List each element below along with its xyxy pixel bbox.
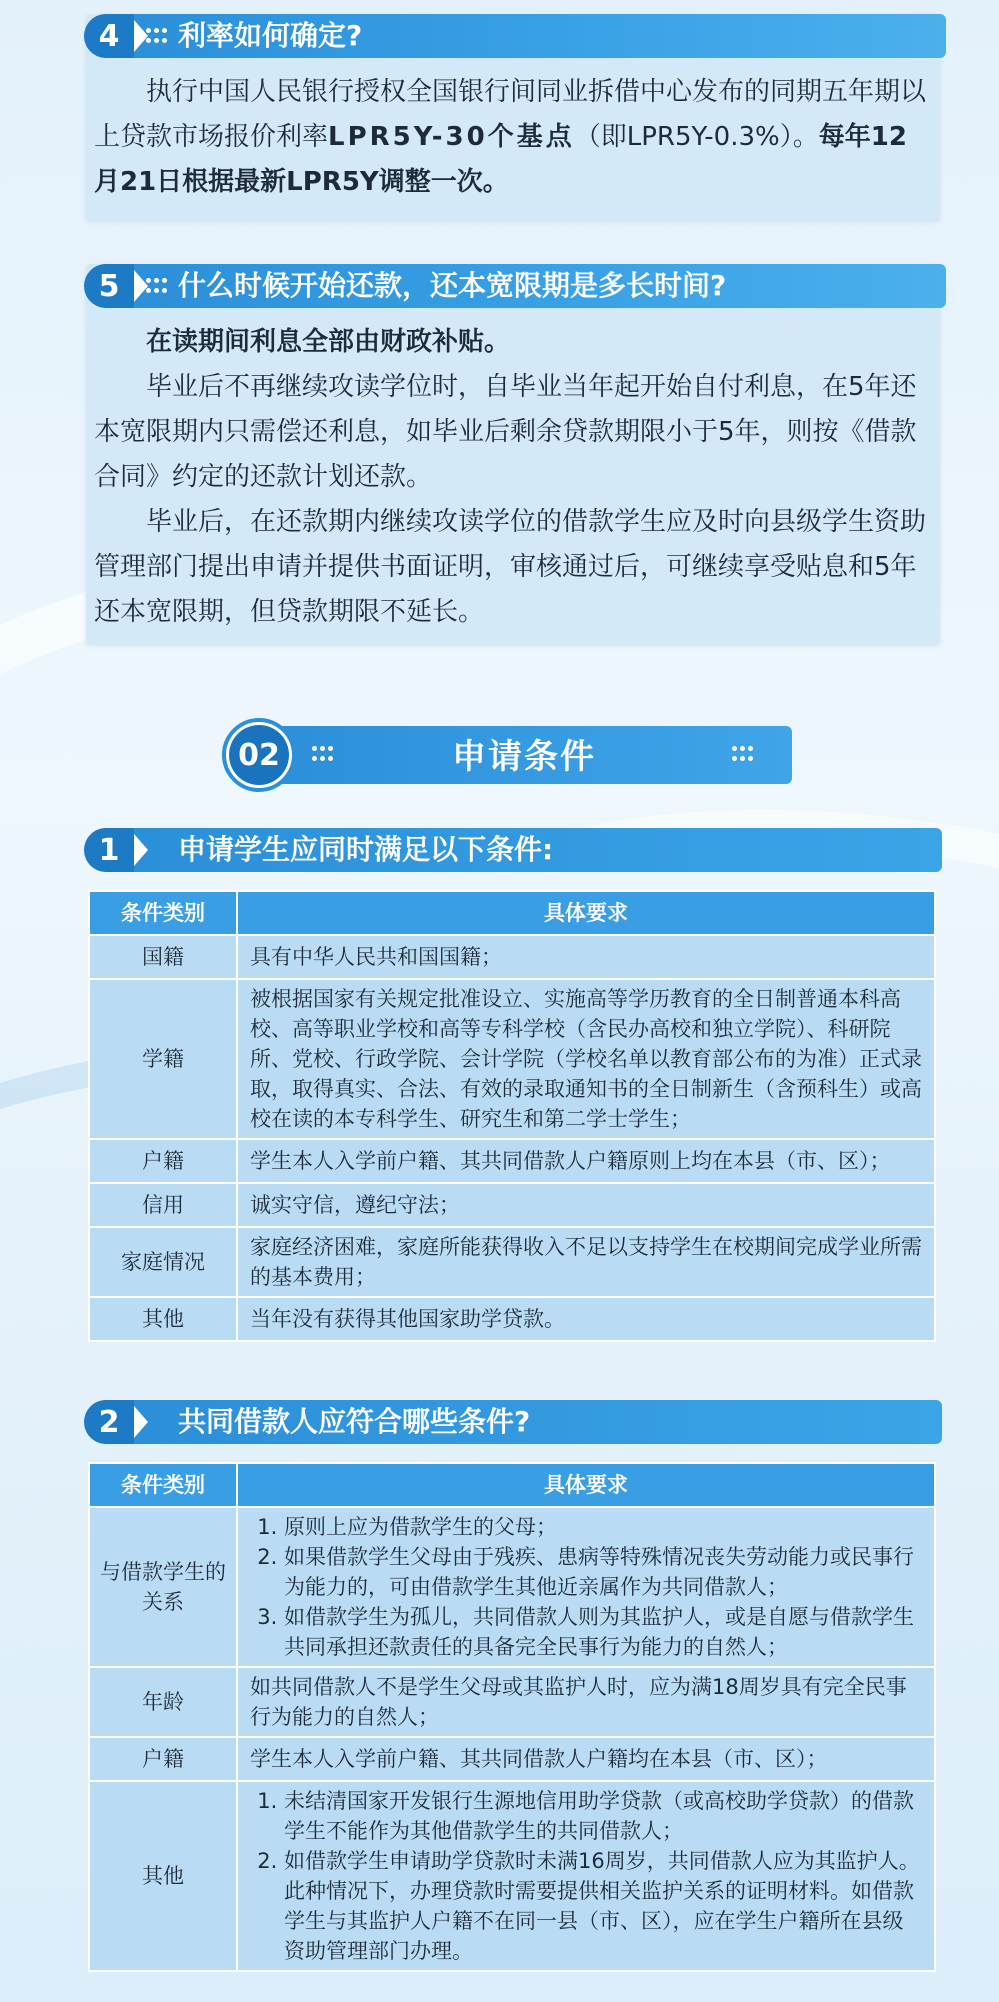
answer-text: 执行中国人民银行授权全国银行间同业拆借中心发布的同期五年期以上贷款市场报价利率: [94, 77, 927, 152]
answer-paragraph: 毕业后，在还款期内继续攻读学位的借款学生应及时向县级学生资助管理部门提出申请并提供书面证明，审核通过后，可继续享受贴息和5年还本宽限期，但贷款期限不延长。: [94, 507, 927, 627]
condition-requirement: 家庭经济困难，家庭所能获得收入不足以支持学生在校期间完成学业所需的基本费用；: [237, 1227, 935, 1297]
question-card-repayment: [86, 264, 940, 644]
table-row: [89, 979, 935, 1139]
subsection-number-badge: 1: [84, 828, 134, 872]
requirement-item: 3. 如借款学生为孤儿，共同借款人则为其监护人，或是自愿与借款学生共同承担还款责任的具备完全民事行为能力的自然人；: [284, 1602, 924, 1662]
question-header: [86, 264, 946, 308]
subsection-number-badge: 2: [84, 1400, 134, 1444]
condition-requirement: [237, 1507, 935, 1667]
question-number-badge: 4: [84, 14, 134, 58]
requirement-item: 1. 原则上应为借款学生的父母；: [284, 1512, 924, 1542]
answer-lead: 在读期间利息全部由财政补贴。: [146, 327, 511, 357]
section-title: 申请条件: [452, 737, 596, 777]
answer-text: （即LPR5Y-0.3%）。: [574, 122, 819, 152]
condition-requirement: 当年没有获得其他国家助学贷款。: [237, 1297, 935, 1341]
answer-paragraph: 毕业后不再继续攻读学位时，自毕业当年起开始自付利息，在5年还本宽限期内只需偿还利息，如毕业后剩余贷款期限小于5年，则按《借款合同》约定的还款计划还款。: [94, 372, 917, 492]
subsection-header: [86, 1400, 942, 1444]
question-answer: [94, 320, 926, 635]
subsection-title: 共同借款人应符合哪些条件?: [178, 1405, 531, 1438]
dots-icon: [732, 746, 758, 766]
column-header: 具体要求: [237, 1463, 935, 1507]
table-row: [89, 1737, 935, 1781]
table-row: [89, 1667, 935, 1737]
condition-category: 户籍: [89, 1139, 237, 1183]
condition-category: 与借款学生的关系: [89, 1507, 237, 1667]
requirement-item: 2. 如果借款学生父母由于残疾、患病等特殊情况丧失劳动能力或民事行为能力的，可由借款学生其他近亲属作为共同借款人；: [284, 1542, 924, 1602]
table-row: [89, 1139, 935, 1183]
table-row: [89, 935, 935, 979]
section-pill: [252, 726, 792, 784]
question-title: 什么时候开始还款，还本宽限期是多长时间?: [178, 269, 727, 302]
dots-icon: [312, 746, 338, 766]
table-row: [89, 1507, 935, 1667]
section-header: [222, 724, 792, 786]
question-title: 利率如何确定?: [178, 19, 363, 52]
co-borrower-conditions-table: [88, 1462, 936, 1972]
answer-highlight: 每年12月21日根据最新LPR5Y调整一次。: [94, 122, 907, 197]
dots-icon: [146, 26, 170, 46]
condition-category: 家庭情况: [89, 1227, 237, 1297]
column-header: 条件类别: [89, 891, 237, 935]
condition-requirement: [237, 1781, 935, 1971]
condition-requirement: 具有中华人民共和国国籍；: [237, 935, 935, 979]
requirement-item: 2. 如借款学生申请助学贷款时未满16周岁，共同借款人应为其监护人。此种情况下，办理贷款时需要提供相关监护关系的证明材料。如借款学生与其监护人户籍不在同一县（市、区），应在学生户籍所在县级资助管理部门办理。: [284, 1846, 924, 1966]
question-answer: [94, 70, 926, 205]
condition-requirement: 被根据国家有关规定批准设立、实施高等学历教育的全日制普通本科高校、高等职业学校和高等专科学校（含民办高校和独立学院）、科研院所、党校、行政学院、会计学院（学校名单以教育部公布的为准）正式录取，取得真实、合法、有效的录取通知书的全日制新生（含预科生）或高校在读的本专科学生、研究生和第二学士学生；: [237, 979, 935, 1139]
table-row: [89, 1297, 935, 1341]
dots-icon: [146, 276, 170, 296]
condition-category: 户籍: [89, 1737, 237, 1781]
table-header-row: [89, 1463, 935, 1507]
column-header: 具体要求: [237, 891, 935, 935]
condition-category: 其他: [89, 1781, 237, 1971]
condition-category: 其他: [89, 1297, 237, 1341]
condition-requirement: 诚实守信，遵纪守法；: [237, 1183, 935, 1227]
question-number-badge: 5: [84, 264, 134, 308]
table-row: [89, 1183, 935, 1227]
condition-category: 国籍: [89, 935, 237, 979]
condition-requirement: 学生本人入学前户籍、其共同借款人户籍均在本县（市、区）；: [237, 1737, 935, 1781]
subsection-title: 申请学生应同时满足以下条件:: [178, 833, 554, 866]
table-row: [89, 1227, 935, 1297]
question-header: [86, 14, 946, 58]
requirement-item: 1. 未结清国家开发银行生源地信用助学贷款（或高校助学贷款）的借款学生不能作为其他借款学生的共同借款人；: [284, 1786, 924, 1846]
condition-category: 学籍: [89, 979, 237, 1139]
answer-highlight: LPR5Y-30个基点: [328, 122, 575, 152]
condition-requirement: 学生本人入学前户籍、其共同借款人户籍原则上均在本县（市、区）；: [237, 1139, 935, 1183]
condition-requirement: 如共同借款人不是学生父母或其监护人时，应为满18周岁具有完全民事行为能力的自然人；: [237, 1667, 935, 1737]
table-header-row: [89, 891, 935, 935]
subsection-header: [86, 828, 942, 872]
question-card-interest-rate: [86, 14, 940, 220]
applicant-conditions-table: [88, 890, 936, 1342]
condition-category: 信用: [89, 1183, 237, 1227]
section-number-badge: 02: [222, 718, 296, 792]
table-row: [89, 1781, 935, 1971]
column-header: 条件类别: [89, 1463, 237, 1507]
condition-category: 年龄: [89, 1667, 237, 1737]
